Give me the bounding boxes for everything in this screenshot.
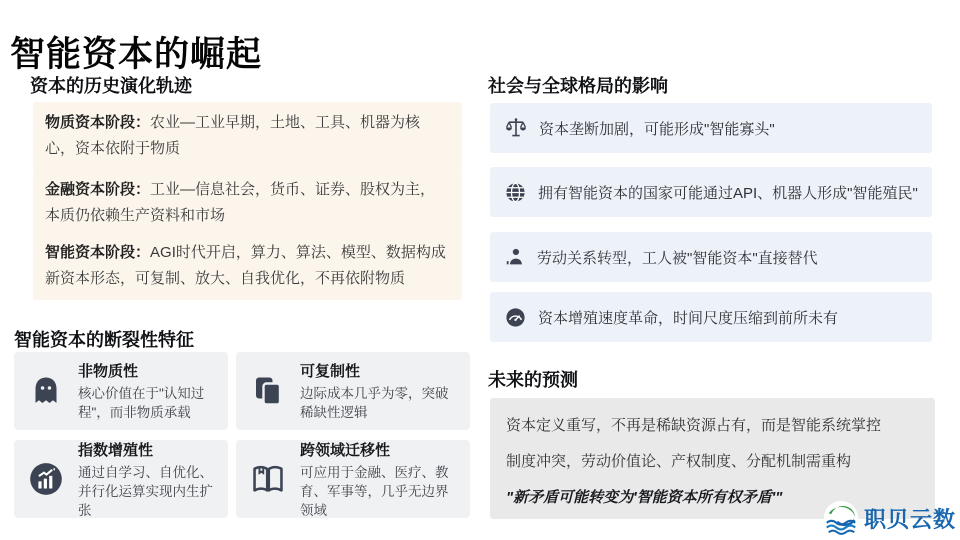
page-title: 智能资本的崛起 [10,35,263,75]
future-section-heading: 未来的预测 [488,370,578,390]
feature-desc: 核心价值在于"认知过程"，而非物质承载 [78,386,205,420]
stage-label: 物质资本阶段： [45,114,151,131]
feature-title: 指数增殖性 [78,441,154,459]
feature-desc: 边际成本几乎为零，突破稀缺性逻辑 [300,386,449,420]
future-line: 资本定义重写，不再是稀缺资源占有，而是智能系统掌控 [506,417,882,434]
feature-card-exponential [14,440,228,518]
copy-icon [248,373,288,409]
open-book-icon [248,460,288,498]
feature-card-crossdomain [236,440,470,518]
feature-card-immaterial [14,352,228,430]
stage-text: 工业—信息社会，货币、证券、股权为主，本质仍依赖生产资料和市场 [45,181,436,224]
impact-item-labor [490,232,932,282]
feature-desc: 通过自学习、自优化、并行化运算实现内生扩张 [78,464,213,518]
impact-text: 拥有智能资本的国家可能通过API、机器人形成"智能殖民" [538,184,918,202]
logo-text: 职贝云数 [864,506,957,532]
impact-item-colonize [490,167,932,217]
features-section-heading: 智能资本的断裂性特征 [14,330,194,350]
feature-card-replicable [236,352,470,430]
stage-text: AGI时代开启，算力、算法、模型、数据构成新资本形态，可复制、放大、自我优化，不再依附物质 [45,244,446,287]
stage-label: 智能资本阶段： [45,244,151,261]
future-line: 制度冲突，劳动价值论、产权制度、分配机制需重构 [506,453,852,470]
feature-title: 可复制性 [300,363,361,380]
history-section-heading: 资本的历史演化轨迹 [30,76,192,96]
feature-desc: 可应用于金融、医疗、教育、军事等，几乎无边界领域 [300,464,449,518]
stage-box-intelligent [33,232,462,300]
impact-text: 资本增殖速度革命，时间尺度压缩到前所未有 [538,309,839,327]
balance-scale-icon [504,116,528,140]
brand-logo [822,499,956,537]
ghost-icon [26,373,66,409]
logo-icon [822,499,860,537]
stage-box-material [33,102,462,170]
impact-text: 劳动关系转型，工人被"智能资本"直接替代 [537,249,818,267]
growth-chart-icon [26,460,66,498]
impact-item-speed [490,292,932,342]
worker-icon [504,246,526,268]
stage-label: 金融资本阶段： [45,181,151,198]
globe-icon [504,181,527,204]
stage-box-financial [33,169,462,237]
feature-title: 非物质性 [78,363,139,380]
impact-text: 资本垄断加剧，可能形成"智能寡头" [539,120,775,138]
future-quote: "新矛盾可能转变为'智能资本所有权矛盾'" [506,489,783,506]
stage-text: 农业—工业早期，土地、工具、机器为核心，资本依附于物质 [45,114,421,157]
feature-title: 跨领域迁移性 [300,441,391,459]
impact-section-heading: 社会与全球格局的影响 [488,76,668,96]
gauge-icon [504,306,527,329]
impact-item-monopoly [490,103,932,153]
